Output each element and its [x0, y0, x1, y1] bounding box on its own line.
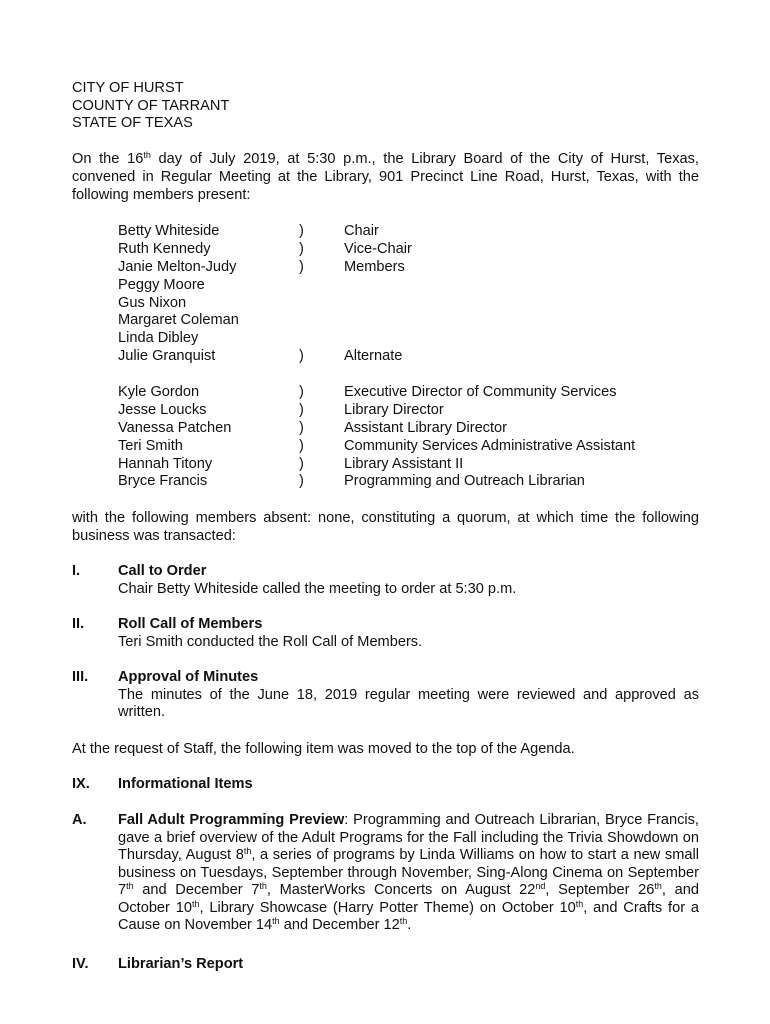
section-librarians-report: [72, 956, 699, 974]
section-informational-items: [72, 776, 699, 794]
attendee-row: [118, 438, 718, 456]
section-title: Fall Adult Programming Preview: [118, 812, 345, 828]
attendee-name: Kyle Gordon: [118, 384, 200, 400]
attendee-role: Programming and Outreach Librarian: [344, 473, 585, 490]
attendee-name: Hannah Titony: [118, 455, 213, 472]
paren-mark: ): [299, 384, 304, 400]
attendee-name: Jesse Loucks: [118, 401, 207, 418]
intro-text-a: On the 16: [72, 151, 144, 167]
attendee-row: [118, 456, 718, 474]
attendee-row: [118, 277, 718, 295]
section-call-to-order: [72, 563, 699, 598]
absent-paragraph: with the following members absent: none, constituting a quorum, at which time the following business was transacted:: [72, 510, 699, 544]
section-title: Roll Call of Members: [118, 616, 263, 632]
attendee-name: Teri Smith: [118, 437, 183, 454]
paren-mark: ): [299, 240, 304, 257]
attendee-row: [118, 312, 718, 330]
attendee-name: Linda Dibley: [118, 330, 199, 347]
section-number: A.: [72, 812, 87, 828]
section-title: Approval of Minutes: [118, 669, 259, 685]
paren-mark: ): [299, 419, 304, 436]
attendee-role: Members: [344, 258, 405, 275]
document-header: [72, 80, 229, 133]
attendee-row: [118, 241, 718, 259]
attendee-row: [118, 259, 718, 277]
attendee-name: Gus Nixon: [118, 294, 187, 311]
section-text: Teri Smith conducted the Roll Call of Members.: [118, 633, 423, 650]
attendee-role: Community Services Administrative Assistant: [344, 437, 636, 454]
attendee-row: [118, 330, 718, 348]
ordinal-suffix: th: [143, 150, 151, 160]
attendee-role: Executive Director of Community Services: [344, 384, 617, 400]
section-text: The minutes of the June 18, 2019 regular meeting were reviewed and approved as written.: [118, 686, 699, 720]
attendee-row: [118, 384, 718, 402]
attendee-name: Janie Melton-Judy: [118, 258, 237, 275]
section-title: Call to Order: [118, 563, 207, 579]
attendee-role: Library Director: [344, 401, 444, 418]
paren-mark: ): [299, 455, 304, 472]
attendee-name: Peggy Moore: [118, 276, 205, 293]
section-number: II.: [72, 616, 85, 632]
attendee-row: [118, 473, 718, 491]
section-number: I.: [72, 563, 81, 579]
staff-members-list: [118, 384, 718, 491]
attendee-row: [118, 420, 718, 438]
attendee-role: Vice-Chair: [344, 240, 412, 257]
attendee-name: Vanessa Patchen: [118, 419, 232, 436]
section-fall-adult-programming: [72, 812, 699, 935]
attendee-role: Library Assistant II: [344, 455, 464, 472]
city-line: CITY OF HURST: [72, 80, 184, 96]
paren-mark: ): [299, 437, 304, 454]
attendee-role: Alternate: [344, 348, 403, 365]
staff-request-paragraph: At the request of Staff, the following item was moved to the top of the Agenda.: [72, 741, 575, 757]
section-title: Informational Items: [118, 776, 253, 792]
county-line: COUNTY OF TARRANT: [72, 97, 230, 114]
attendee-name: Margaret Coleman: [118, 312, 239, 329]
attendee-row: [118, 223, 718, 241]
intro-text-b: day of July 2019, at 5:30 p.m., the Library Board of the City of Hurst, Texas, convened in Regular Meeting at the Library, 901 Precinct Line Road, Hurst, Texas, with the following members present:: [72, 151, 699, 203]
attendee-name: Ruth Kennedy: [118, 240, 211, 257]
section-roll-call: [72, 616, 699, 651]
attendee-row: [118, 402, 718, 420]
paren-mark: ): [299, 348, 304, 365]
section-title: Librarian’s Report: [118, 956, 244, 972]
section-text: Fall Adult Programming Preview: Programming and Outreach Librarian, Bryce Francis, gave a brief overview of the Adult Programs for the Fall including the Trivia Showdown on Thursday, August 8th, a series of programs by Linda Williams on how to start a new small business on Tuesdays, September through November, Sing-Along Cinema on September 7th and December 7th, MasterWorks Concerts on August 22nd, September 26th, and October 10th, Library Showcase (Harry Potter Theme) on October 10th, and Crafts for a Cause on November 14th and December 12th.: [118, 812, 699, 933]
attendee-name: Julie Granquist: [118, 348, 216, 365]
section-number: IV.: [72, 956, 89, 972]
section-text: Chair Betty Whiteside called the meeting to order at 5:30 p.m.: [118, 580, 517, 597]
section-approval-of-minutes: [72, 669, 699, 722]
paren-mark: ): [299, 473, 304, 490]
attendee-name: Bryce Francis: [118, 473, 208, 490]
section-number: III.: [72, 669, 89, 685]
paren-mark: ): [299, 258, 304, 275]
attendee-role: Assistant Library Director: [344, 419, 508, 436]
attendee-row: [118, 348, 718, 366]
attendee-row: [118, 295, 718, 313]
paren-mark: ): [299, 401, 304, 418]
state-line: STATE OF TEXAS: [72, 115, 193, 131]
attendee-name: Betty Whiteside: [118, 223, 220, 239]
paren-mark: ): [299, 223, 304, 239]
attendee-role: Chair: [344, 223, 379, 239]
intro-paragraph: [72, 150, 699, 204]
board-members-list: [118, 223, 718, 366]
section-number: IX.: [72, 776, 90, 792]
